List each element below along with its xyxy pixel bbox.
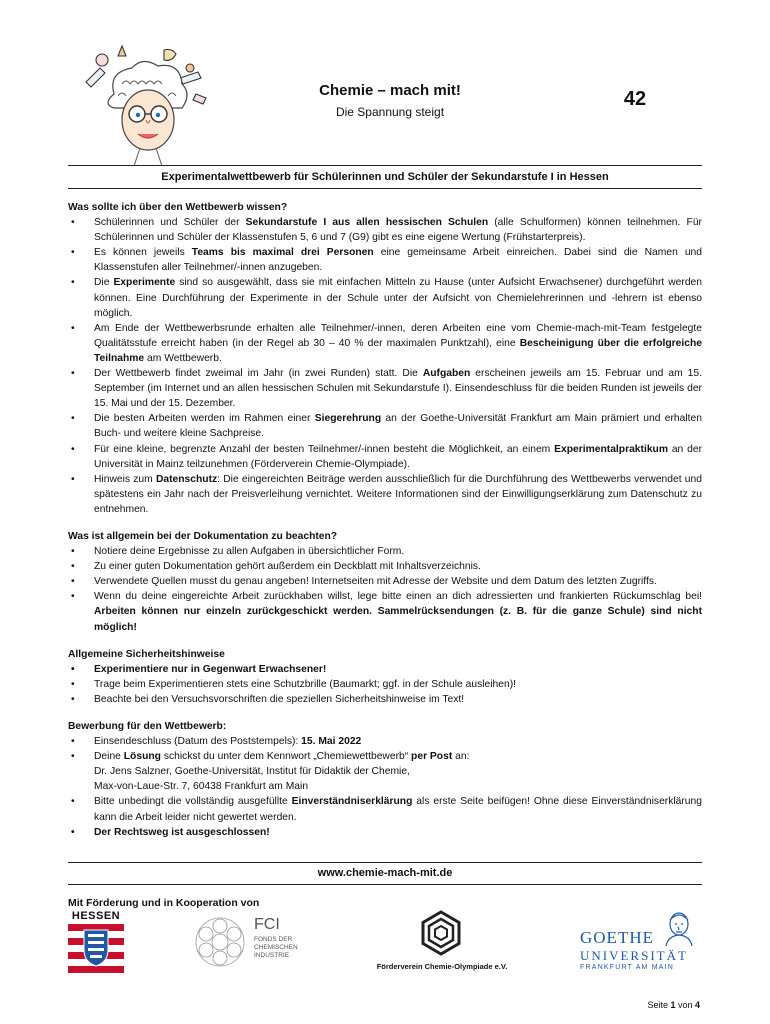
goethe-text-2: UNIVERSITÄT bbox=[580, 948, 688, 963]
section-heading-bewerbung: Bewerbung für den Wettbewerb: bbox=[68, 721, 227, 732]
list-item: • Der Rechtsweg ist ausgeschlossen! bbox=[68, 825, 702, 840]
website-link[interactable]: www.chemie-mach-mit.de bbox=[317, 867, 453, 879]
fci-short: FCI bbox=[254, 916, 280, 933]
list-item: • Am Ende der Wettbewerbsrunde erhalten alle Teilnehmer/-innen, deren Arbeiten eine vom Chemie-mach-mit-Team festgelegte Qualitätsstufe erreicht haben (in der Regel ab 30 – 40 % der maximalen Punktzahl), eine Bescheinigung über die erfolgreiche Teilnahme am Wettbewerb. bbox=[68, 321, 702, 366]
sheet-number: 42 bbox=[623, 88, 647, 110]
address-line: Max-von-Laue-Str. 7, 60438 Frankfurt am Main bbox=[94, 781, 309, 793]
divider-website-bottom bbox=[68, 884, 702, 885]
list-item: • Für eine kleine, begrenzte Anzahl der besten Teilnehmer/-innen besteht die Möglichkeit, an einem Experimentalpraktikum an der Universität in Mainz teilzunehmen (Förderverein Chemie-Olympiade). bbox=[68, 442, 702, 472]
list-item: • Bitte unbedingt die vollständig ausgefüllte Einverständniserklärung als erste Seite beifügen! Ohne diese Einverständniserklärung kann die Arbeit leider nicht gewertet werden. bbox=[68, 794, 702, 824]
goethe-portrait-icon bbox=[662, 910, 696, 946]
goethe-text-3: FRANKFURT AM MAIN bbox=[580, 964, 675, 971]
list-item: • Trage beim Experimentieren stets eine Schutzbrille (Baumarkt; ggf. in der Schule ausleihen)! bbox=[68, 677, 702, 692]
page-subtitle: Die Spannung steigt bbox=[335, 105, 445, 119]
hessen-coat-of-arms-icon bbox=[68, 922, 124, 974]
list-item: • Hinweis zum Datenschutz: Die eingereichten Beiträge werden ausschließlich für die Durchführung des Wettbewerbs verwendet und spätestens ein Jahr nach der Preisverleihung vernichtet. Weitere Informationen sind der Einwilligungserklärung zum Datenschutz zu entnehmen. bbox=[68, 472, 702, 517]
list-item: • Zu einer guten Dokumentation gehört außerdem ein Deckblatt mit Inhaltsverzeichnis. bbox=[68, 559, 702, 574]
list-item: • Es können jeweils Teams bis maximal drei Personen eine gemeinsame Arbeit einreichen. Dabei sind die Namen und Klassenstufen aller Teilnehmer/-innen anzugeben. bbox=[68, 245, 702, 275]
section-heading-sicherheit: Allgemeine Sicherheitshinweise bbox=[68, 648, 225, 660]
sponsor-heading: Mit Förderung und in Kooperation von bbox=[68, 897, 260, 909]
section-heading-wettbewerb: Was sollte ich über den Wettbewerb wissen? bbox=[68, 202, 288, 213]
list-item: • Deine Lösung schickst du unter dem Kennwort „Chemiewettbewerb“ per Post an: Dr. Jens Salzner, Goethe-Universität, Institut für Didaktik der Chemie, Max-von-Laue-Str. 7, 60438 Frankfurt am Main bbox=[68, 749, 702, 794]
mascot-illustration bbox=[72, 40, 222, 168]
band-title: Experimentalwettbewerb für Schülerinnen und Schüler der Sekundarstufe I in Hessen bbox=[161, 171, 609, 183]
list-item: • Einsendeschluss (Datum des Poststempels): 15. Mai 2022 bbox=[68, 734, 702, 749]
list-wettbewerb bbox=[68, 215, 702, 517]
content-body bbox=[68, 200, 702, 840]
list-item: • Notiere deine Ergebnisse zu allen Aufgaben in übersichtlicher Form. bbox=[68, 544, 702, 559]
list-sicherheit bbox=[68, 662, 702, 707]
page-footer: Seite 1 von 4 bbox=[647, 1000, 700, 1010]
goethe-university-logo bbox=[580, 910, 702, 976]
list-bewerbung bbox=[68, 734, 702, 840]
list-dokumentation bbox=[68, 544, 702, 635]
hessen-logo-text: HESSEN bbox=[71, 910, 121, 922]
goethe-text-1: GOETHE bbox=[580, 928, 654, 947]
divider-top bbox=[68, 165, 702, 166]
list-item: • Wenn du deine eingereichte Arbeit zurückhaben willst, lege bitte einen an dich adressierten und frankierten Rückumschlag bei! Arbeiten können nur einzeln zurückgeschickt werden. Sammelrücksendungen (z. B. für die ganze Schule) sind nicht möglich! bbox=[68, 589, 702, 634]
list-item: • Verwendete Quellen musst du genau angeben! Internetseiten mit Adresse der Website und dem Datum des letzten Zugriffs. bbox=[68, 574, 702, 589]
list-item: • Schülerinnen und Schüler der Sekundarstufe I aus allen hessischen Schulen (alle Schulformen) können teilnehmen. Für Schülerinnen und Schüler der Klassenstufen 5, 6 und 7 (G9) gibt es eine eigene Wertung (Frühstarterpreis). bbox=[68, 215, 702, 245]
page-title: Chemie – mach mit! bbox=[319, 82, 461, 99]
hexagon-logo-icon bbox=[418, 910, 464, 956]
fci-logo bbox=[190, 912, 310, 972]
fci-text: FONDS DER CHEMISCHEN INDUSTRIE bbox=[254, 936, 298, 959]
divider-band bbox=[68, 188, 702, 189]
section-heading-dokumentation: Was ist allgemein bei der Dokumentation zu beachten? bbox=[68, 530, 338, 542]
list-item: • Die besten Arbeiten werden im Rahmen einer Siegerehrung an der Goethe-Universität Frankfurt am Main prämiert und erhalten Buch- und weitere kleine Sachpreise. bbox=[68, 411, 702, 441]
fci-ornament-icon bbox=[190, 912, 250, 972]
divider-website-top bbox=[68, 862, 702, 863]
foerderverein-text: Förderverein Chemie-Olympiade e.V. bbox=[376, 962, 508, 971]
list-item: • Beachte bei den Versuchsvorschriften die speziellen Sicherheitshinweise im Text! bbox=[68, 692, 702, 707]
hessen-logo bbox=[68, 910, 124, 975]
list-item: • Die Experimente sind so ausgewählt, dass sie mit einfachen Mitteln zu Hause (unter Aufsicht Erwachsener) durchgeführt werden können. Eine Durchführung der Experimente in der Schule unter der Aufsicht von Chemielehrerinnen und -lehrern ist ebenso möglich. bbox=[68, 275, 702, 320]
address-line: Dr. Jens Salzner, Goethe-Universität, Institut für Didaktik der Chemie, bbox=[94, 766, 410, 778]
foerderverein-logo bbox=[362, 910, 522, 974]
list-item: • Der Wettbewerb findet zweimal im Jahr (in zwei Runden) statt. Die Aufgaben erscheinen jeweils am 15. Februar und am 15. September (im Internet und an allen hessischen Schulen mit Sekundarstufe I). Einsendeschluss für die beiden Runden ist jeweils der 15. Mai und der 15. Dezember. bbox=[68, 366, 702, 411]
list-item: • Experimentiere nur in Gegenwart Erwachsener! bbox=[68, 662, 702, 677]
